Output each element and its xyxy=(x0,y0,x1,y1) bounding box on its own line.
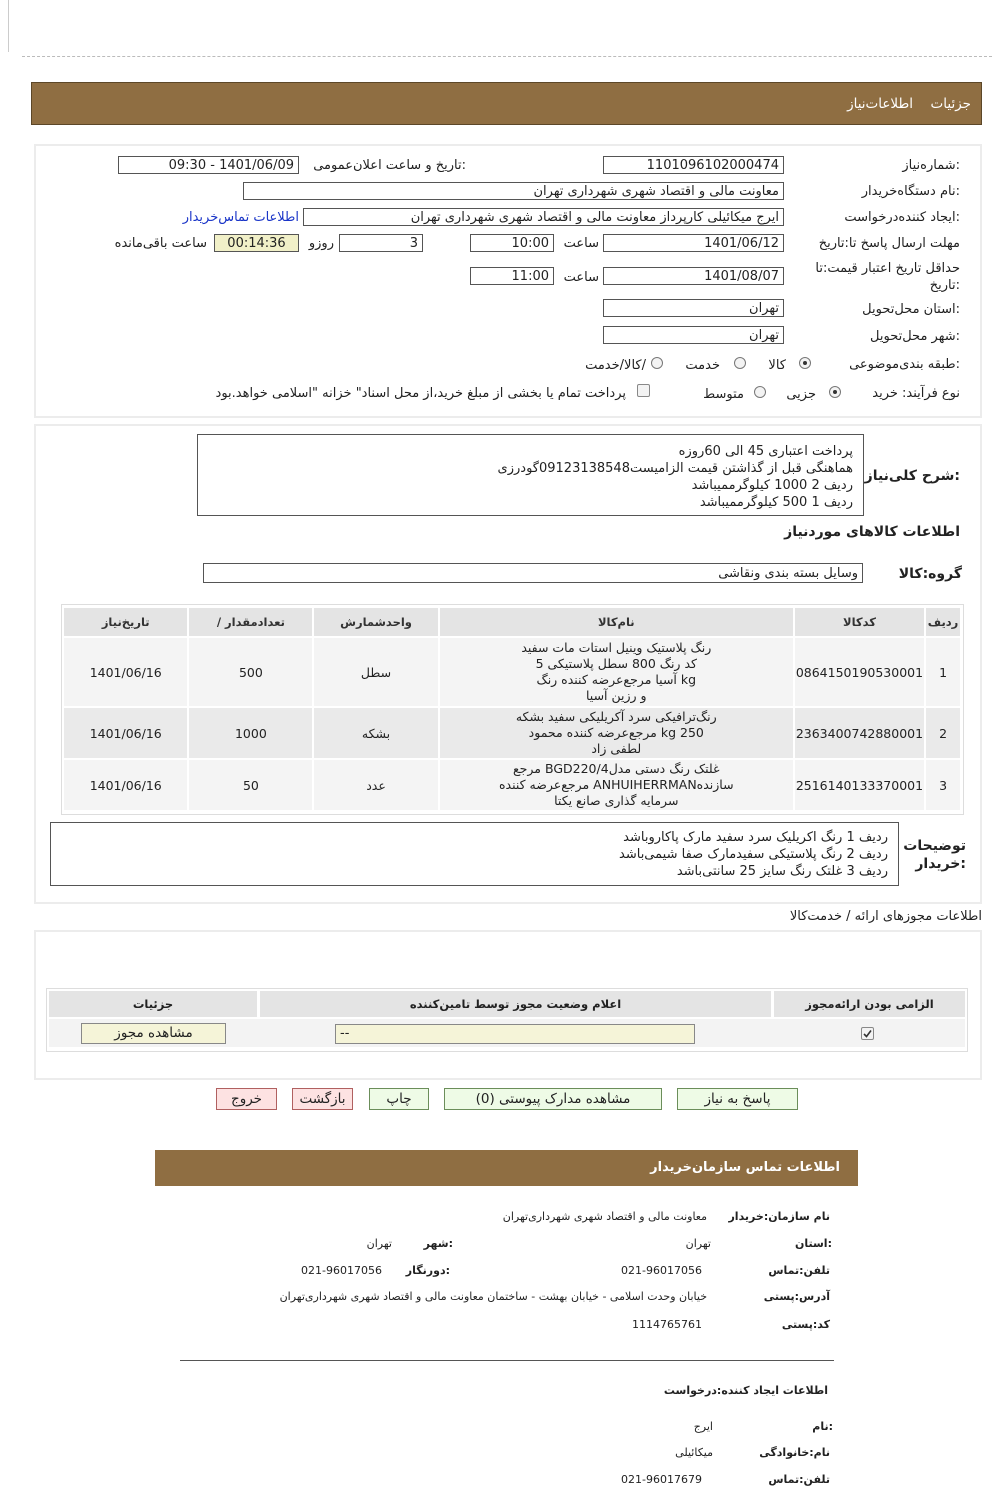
treasury-payment-checkbox[interactable] xyxy=(637,384,650,397)
row-date: 1401/06/16 xyxy=(63,759,188,811)
row-name xyxy=(439,707,794,759)
reply-button[interactable]: پاسخ به نیاز xyxy=(677,1088,798,1110)
contact-bar-title: اطلاعات تماس سازمان‌خریدار xyxy=(650,1160,840,1175)
col-qty: تعدادمقدار / xyxy=(188,607,313,637)
creator-field: ایرج میکائیلی کارپرداز معاونت مالی و اقتصاد شهری شهرداری تهران xyxy=(303,208,784,226)
remaining-time-field: 00:14:36 xyxy=(214,234,299,252)
contact-divider xyxy=(180,1360,834,1361)
col-code: کدکالا xyxy=(794,607,925,637)
row-code: 2516140133370001 xyxy=(794,759,925,811)
buyer-notes-box xyxy=(50,822,899,886)
contact-fax-label: دورنگار: xyxy=(405,1264,450,1277)
process-medium-label: متوسط xyxy=(703,387,744,402)
creator-phone-label: تلفن:تماس xyxy=(768,1473,830,1486)
validity-date-field: 1401/08/07 xyxy=(603,267,784,285)
contact-postal-value: 1114765761 xyxy=(632,1318,702,1331)
city-field: تهران xyxy=(603,326,784,344)
goods-group-field: وسایل بسته بندی ونقاشی xyxy=(203,563,863,583)
row-index: 1 xyxy=(925,637,961,707)
row-name-line: سرمایه گذاری صانع یکتا xyxy=(554,793,679,808)
row-name xyxy=(439,637,794,707)
row-name-line: رنگ پلاستیک وینیل استات مات سفید xyxy=(521,640,712,655)
buyer-org-field: معاونت مالی و اقتصاد شهری شهرداری تهران xyxy=(243,182,784,200)
row-qty: 50 xyxy=(188,759,313,811)
print-button[interactable]: چاپ xyxy=(369,1088,429,1110)
row-name-line: kg آسیا مرجع‌عرضه کننده رنگ xyxy=(536,672,697,687)
header-bar xyxy=(31,82,982,125)
contact-org-label: نام سازمان:خریدار xyxy=(728,1210,830,1223)
category-service-radio[interactable] xyxy=(734,357,746,369)
col-row: ردیف xyxy=(925,607,961,637)
description-label: شرح کلی‌نیاز: xyxy=(864,468,960,484)
buyer-notes-line: ردیف 3 غلتک رنگ سایز 25 سانتی‌باشد xyxy=(676,864,888,879)
category-goods-radio[interactable] xyxy=(799,357,811,369)
validity-label: حداقل تاریخ اعتبار قیمت:تا xyxy=(815,261,960,276)
goods-group-label: گروه:کالا xyxy=(898,566,962,582)
row-name-line: کد رنگ 800 سطل پلاستیکی 5 xyxy=(535,656,697,671)
validity-hour-label: ساعت xyxy=(563,270,599,285)
deadline-time-field: 10:00 xyxy=(470,234,554,252)
permits-title: اطلاعات مجوزهای ارائه / خدمت‌کالا xyxy=(789,909,982,924)
row-name-line: و رزین آسیا xyxy=(585,688,647,703)
contact-bar xyxy=(155,1150,858,1186)
contact-phone-value: 021-96017056 xyxy=(621,1264,702,1277)
days-field: 3 xyxy=(339,234,423,252)
remaining-label: ساعت باقی‌مانده xyxy=(114,236,207,251)
process-partial-radio[interactable] xyxy=(829,386,841,398)
process-label: نوع فرآیند: خرید xyxy=(872,386,960,401)
buyer-contact-link[interactable]: اطلاعات تماس‌خریدار xyxy=(182,210,299,225)
need-number-label: شماره‌نیاز: xyxy=(902,158,960,173)
creator-label: ایجاد کننده‌درخواست: xyxy=(844,210,960,225)
row-date: 1401/06/16 xyxy=(63,707,188,759)
goods-section-title: اطلاعات کالاهای موردنیاز xyxy=(784,524,960,540)
creator-section-title: اطلاعات ایجاد کننده:درخواست xyxy=(663,1384,828,1397)
treasury-payment-label: پرداخت تمام یا بخشی از مبلغ خرید،از محل اسناد" خزانه "اسلامی خواهد.بود xyxy=(215,386,626,401)
tab-need-info[interactable]: اطلاعات‌نیاز xyxy=(847,96,913,112)
deadline-date-field: 1401/06/12 xyxy=(603,234,784,252)
validity-label-2: تاریخ: xyxy=(929,278,960,293)
row-unit: بشکه xyxy=(313,707,438,759)
process-partial-label: جزیی xyxy=(786,387,816,402)
category-both-label: کالا/خدمت/ xyxy=(585,358,646,373)
exit-button[interactable]: خروج xyxy=(216,1088,277,1110)
contact-province-value: تهران xyxy=(685,1237,711,1250)
permit-required-checkbox[interactable] xyxy=(861,1027,874,1040)
description-line: ردیف 1 500 کیلوگرممیباشد xyxy=(699,495,853,510)
table-row[interactable] xyxy=(63,759,961,811)
buyer-notes-line: ردیف 1 رنگ اکریلیک سرد سفید مارک پاکاروباشد xyxy=(623,830,888,845)
creator-name-label: نام: xyxy=(812,1420,833,1433)
province-label: استان محل‌تحویل: xyxy=(862,302,960,317)
category-label: طبقه بندی‌موضوعی: xyxy=(849,357,960,372)
description-box xyxy=(197,434,864,516)
buyer-notes-label: توضیحات xyxy=(903,838,966,854)
contact-fax-value: 021-96017056 xyxy=(301,1264,382,1277)
col-name: نام‌کالا xyxy=(439,607,794,637)
buyer-notes-line: ردیف 2 رنگ پلاستیکی سفیدمارک صفا شیمی‌باشد xyxy=(619,847,888,862)
view-permit-button[interactable]: مشاهده مجوز xyxy=(81,1023,226,1044)
description-line: ردیف 2 1000 کیلوگرممیباشد xyxy=(691,478,853,493)
permits-header-details: جزئیات xyxy=(49,991,257,1017)
contact-postal-label: کد:پستی xyxy=(781,1318,830,1331)
row-date: 1401/06/16 xyxy=(63,637,188,707)
need-number-field: 1101096102000474 xyxy=(603,156,784,174)
row-name-line: سازندهANHUIHERRMAN مرجع‌عرضه کننده xyxy=(498,777,734,792)
row-name-line: 250 kg مرجع‌عرضه کننده محمود xyxy=(528,725,704,740)
table-row[interactable] xyxy=(63,707,961,759)
creator-family-value: میکائیلی xyxy=(675,1446,713,1459)
validity-time-field: 11:00 xyxy=(470,267,554,285)
category-service-label: خدمت xyxy=(685,358,720,373)
creator-name-value: ایرج xyxy=(693,1420,713,1433)
deadline-label: مهلت ارسال پاسخ تا:تاریخ xyxy=(818,236,960,251)
contact-phone-label: تلفن:تماس xyxy=(768,1264,830,1277)
deadline-hour-label: ساعت xyxy=(563,236,599,251)
creator-family-label: نام:خانوادگی xyxy=(759,1446,830,1459)
goods-table xyxy=(62,606,962,812)
contact-address-value: خیابان وحدت اسلامی - خیابان بهشت - ساختمان معاونت مالی و اقتصاد شهری شهرداری‌تهران xyxy=(279,1290,707,1303)
process-medium-radio[interactable] xyxy=(754,386,766,398)
row-code: 0864150190530001 xyxy=(794,637,925,707)
announce-label: تاریخ و ساعت اعلان‌عمومی: xyxy=(313,158,466,173)
col-date: تاریخ‌نیاز xyxy=(63,607,188,637)
row-name-line: لطفی زاد xyxy=(591,741,642,756)
row-name-line: غلتک رنگ دستی مدلBGD220/4 مرجع xyxy=(513,761,720,776)
row-code: 2363400742880001 xyxy=(794,707,925,759)
tab-details[interactable]: جزئیات xyxy=(930,96,971,112)
row-qty: 1000 xyxy=(188,707,313,759)
days-label: روزو xyxy=(308,236,334,251)
category-goods-label: کالا xyxy=(768,358,786,373)
row-name xyxy=(439,759,794,811)
row-unit: عدد xyxy=(313,759,438,811)
contact-address-label: آدرس:پستی xyxy=(763,1290,830,1303)
buyer-notes-label-2: خریدار: xyxy=(915,856,966,872)
contact-city-label: شهر: xyxy=(423,1237,453,1250)
col-unit: واحدشمارش xyxy=(313,607,438,637)
permits-header-required: الزامی بودن ارائه‌مجوز xyxy=(774,991,965,1017)
creator-phone-value: 021-96017679 xyxy=(621,1473,702,1486)
announce-field: 1401/06/09 - 09:30 xyxy=(118,156,299,174)
province-field: تهران xyxy=(603,299,784,317)
back-button[interactable]: بازگشت xyxy=(292,1088,353,1110)
row-index: 2 xyxy=(925,707,961,759)
row-name-line: رنگ‌ترافیکی سرد آکریلیکی سفید بشکه xyxy=(515,709,717,724)
row-unit: سطل xyxy=(313,637,438,707)
attachments-button[interactable]: مشاهده مدارک پیوستی (0) xyxy=(444,1088,662,1110)
category-both-radio[interactable] xyxy=(651,357,663,369)
row-index: 3 xyxy=(925,759,961,811)
description-line: پرداخت اعتباری 45 الی 60روزه xyxy=(678,444,853,459)
permits-header-status: اعلام وضعیت مجوز توسط تامین‌کننده xyxy=(260,991,771,1017)
contact-province-label: استان: xyxy=(794,1237,832,1250)
city-label: شهر محل‌تحویل: xyxy=(870,329,960,344)
contact-org-value: معاونت مالی و اقتصاد شهری شهرداری‌تهران xyxy=(502,1210,707,1223)
permit-status-field: -- xyxy=(335,1024,695,1044)
row-qty: 500 xyxy=(188,637,313,707)
description-line: هماهنگی قبل از گذاشتن قیمت الزامیست09123138548گودرزی xyxy=(497,461,853,476)
contact-city-value: تهران xyxy=(366,1237,392,1250)
table-row[interactable] xyxy=(63,637,961,707)
buyer-org-label: نام دستگاه‌خریدار: xyxy=(861,184,960,199)
